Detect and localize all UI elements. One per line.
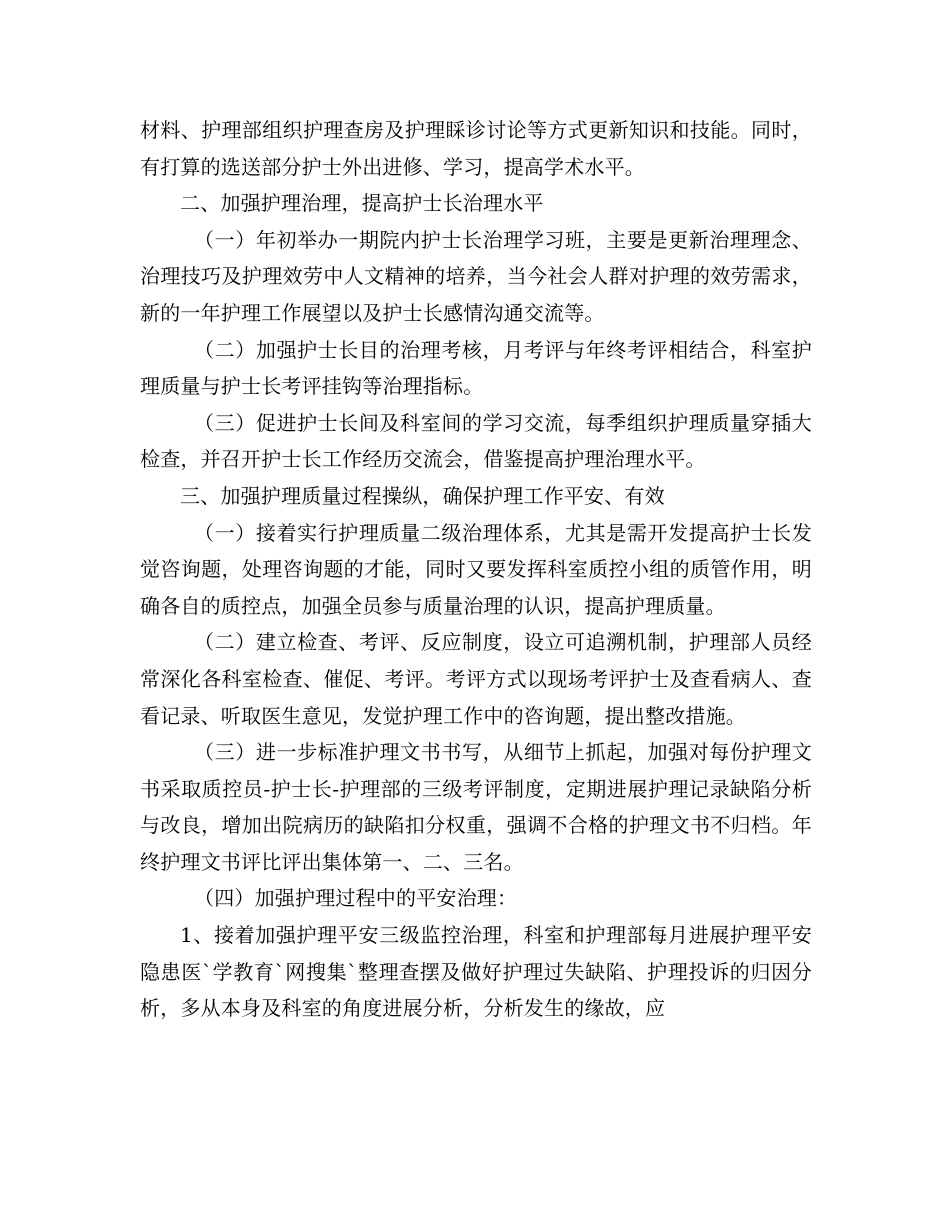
section-heading-2: 二、加强护理治理，提高护士长治理水平	[180, 191, 544, 216]
paragraph-3-2: （二）建立检查、考评、反应制度，设立可追溯机制，护理部人员经常深化各科室检查、催促、考评。考评方式以现场考评护士及查看病人、查看记录、听取医生意见，发觉护理工作中的咨询题，提出整改措施。	[140, 630, 812, 728]
paragraph-3-3: （三）进一步标准护理文书书写，从细节上抓起，加强对每份护理文书采取质控员-护士长-护理部的三级考评制度，定期进展护理记录缺陷分析与改良，增加出院病历的缺陷扣分权重，强调不合格的护理文书不归档。年终护理文书评比评出集体第一、二、三名。	[140, 740, 812, 874]
paragraph-2-1: （一）年初举办一期院内护士长治理学习班，主要是更新治理理念、治理技巧及护理效劳中人文精神的培养，当今社会人群对护理的效劳需求，新的一年护理工作展望以及护士长感情沟通交流等。	[140, 227, 812, 325]
paragraph-2-3: （三）促进护士长间及科室间的学习交流，每季组织护理质量穿插大检查，并召开护士长工作经历交流会，借鉴提高护理治理水平。	[140, 410, 812, 472]
paragraph-3-4-item-1: 1、接着加强护理平安三级监控治理，科室和护理部每月进展护理平安隐患医`学教育`网搜集`整理查摆及做好护理过失缺陷、护理投诉的归因分析，多从本身及科室的角度进展分析，分析发生的缘故，应	[140, 923, 812, 1021]
section-heading-3: 三、加强护理质量过程操纵，确保护理工作平安、有效	[180, 483, 665, 508]
paragraph-2-2: （二）加强护士长目的治理考核，月考评与年终考评相结合，科室护理质量与护士长考评挂钩等治理指标。	[140, 337, 812, 399]
paragraph-3-4-heading: （四）加强护理过程中的平安治理：	[194, 886, 518, 911]
paragraph-3-1: （一）接着实行护理质量二级治理体系，尤其是需开发提高护士长发觉咨询题，处理咨询题的才能，同时又要发挥科室质控小组的质管作用，明确各自的质控点，加强全员参与质量治理的认识，提高护理质量。	[140, 520, 812, 618]
document-body	[140, 112, 812, 1027]
paragraph-continuation-training: 材料、护理部组织护理查房及护理睬诊讨论等方式更新知识和技能。同时，有打算的选送部分护士外出进修、学习，提高学术水平。	[140, 118, 812, 179]
